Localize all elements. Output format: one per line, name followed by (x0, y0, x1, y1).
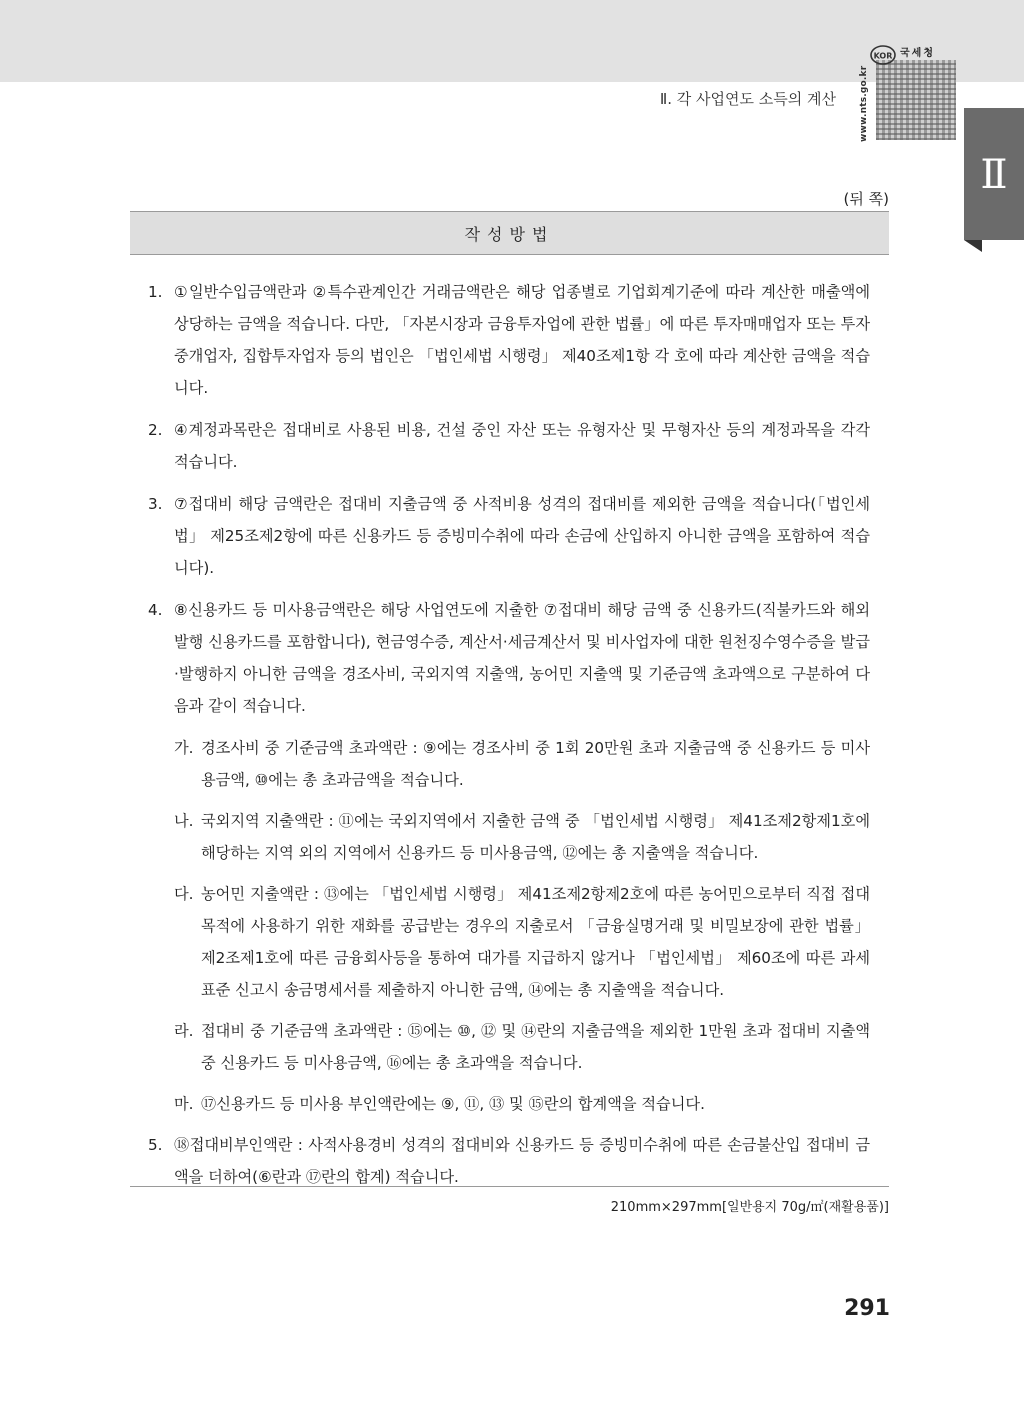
nts-name: 국세청 (900, 48, 935, 59)
instructions (148, 276, 870, 1203)
list-item (148, 488, 870, 584)
sub-item (174, 805, 870, 869)
sub-item-text: 경조사비 중 기준금액 초과액란 : ⑨에는 경조사비 중 1회 20만원 초과 지출금액 중 신용카드 등 미사용금액, ⑩에는 총 초과금액을 적습니다. (201, 739, 870, 789)
back-side-note: (뒤 쪽) (843, 190, 889, 208)
sub-item (174, 1015, 870, 1079)
item-number: 5. (148, 1136, 163, 1154)
paper-spec: 210mm×297mm[일반용지 70g/㎡(재활용품)] (610, 1200, 889, 1215)
item-text: ①일반수입금액란과 ②특수관계인간 거래금액란은 해당 업종별로 기업회계기준에 따라 계산한 매출액에 상당하는 금액을 적습니다. 다만, 「자본시장과 금융투자업에 관한 법률」에 따른 투자매매업자 또는 투자중개업자, 집합투자업자 등의 법인은 「법인세법 시행령」 제40조제1항 각 호에 따라 계산한 금액을 적습니다. (174, 283, 870, 397)
nts-logo-icon (869, 42, 897, 66)
item-number: 3. (148, 495, 163, 513)
nts-url: www.nts.go.kr (859, 65, 869, 142)
item-text: ⑦접대비 해당 금액란은 접대비 지출금액 중 사적비용 성격의 접대비를 제외한 금액을 적습니다(「법인세법」 제25조제2항에 따른 신용카드 등 증빙미수취에 따라 손금에 산입하지 아니한 금액을 포함하여 적습니다). (174, 495, 870, 577)
sub-item-mark: 라. (174, 1022, 194, 1040)
sub-item-mark: 다. (174, 885, 194, 903)
sub-item-mark: 마. (174, 1095, 194, 1113)
sub-item-text: 접대비 중 기준금액 초과액란 : ⑮에는 ⑩, ⑫ 및 ⑭란의 지출금액을 제외한 1만원 초과 접대비 지출액 중 신용카드 등 미사용금액, ⑯에는 총 초과액을 적습니다. (201, 1022, 870, 1072)
item-text: ④계정과목란은 접대비로 사용된 비용, 건설 중인 자산 또는 유형자산 및 무형자산 등의 계정과목을 각각 적습니다. (174, 421, 870, 471)
item-number: 4. (148, 601, 163, 619)
sub-item-mark: 나. (174, 812, 194, 830)
sub-item-text: 농어민 지출액란 : ⑬에는 「법인세법 시행령」 제41조제2항제2호에 따른 농어민으로부터 직접 접대 목적에 사용하기 위한 재화를 공급받는 경우의 지출로서 「금융실명거래 및 비밀보장에 관한 법률」 제2조제1호에 따른 금융회사등을 통하여 대가를 지급하지 않거나 「법인세법」 제60조에 따른 과세표준 신고시 송금명세서를 제출하지 아니한 금액, ⑭에는 총 지출액을 적습니다. (201, 885, 870, 999)
item-number: 1. (148, 283, 163, 301)
footer-divider (130, 1186, 889, 1187)
list-item (148, 1129, 870, 1193)
qr-code-icon (876, 60, 956, 140)
sub-item-mark: 가. (174, 739, 194, 757)
list-item (148, 276, 870, 404)
sub-item-text: 국외지역 지출액란 : ⑪에는 국외지역에서 지출한 금액 중 「법인세법 시행령」 제41조제2항제1호에 해당하는 지역 외의 지역에서 신용카드 등 미사용금액, ⑫에는 총 지출액을 적습니다. (201, 812, 870, 862)
sub-item (174, 732, 870, 796)
chapter-heading: Ⅱ. 각 사업연도 소득의 계산 (659, 90, 836, 108)
chapter-tab-fold (964, 240, 982, 252)
sub-item-text: ⑰신용카드 등 미사용 부인액란에는 ⑨, ⑪, ⑬ 및 ⑮란의 합계액을 적습니다. (201, 1095, 705, 1113)
chapter-tab-label: Ⅱ (980, 152, 1008, 198)
sub-item (174, 1088, 870, 1120)
item-text: ⑧신용카드 등 미사용금액란은 해당 사업연도에 지출한 ⑦접대비 해당 금액 중 신용카드(직불카드와 해외발행 신용카드를 포함합니다), 현금영수증, 계산서·세금계산서 및 비사업자에 대한 원천징수영수증을 발급·발행하지 아니한 금액을 경조사비, 국외지역 지출액, 농어민 지출액 및 기준금액 초과액으로 구분하여 다음과 같이 적습니다. (174, 601, 870, 715)
list-item (148, 414, 870, 478)
section-title: 작성방법 (130, 211, 889, 255)
sub-item (174, 878, 870, 1006)
item-number: 2. (148, 421, 163, 439)
item-text: ⑱접대비부인액란 : 사적사용경비 성격의 접대비와 신용카드 등 증빙미수취에 따른 손금불산입 접대비 금액을 더하여(⑥란과 ⑰란의 합계) 적습니다. (174, 1136, 870, 1186)
nts-logo-text: KOR (873, 51, 893, 61)
list-item (148, 594, 870, 722)
page-number: 291 (844, 1296, 890, 1321)
